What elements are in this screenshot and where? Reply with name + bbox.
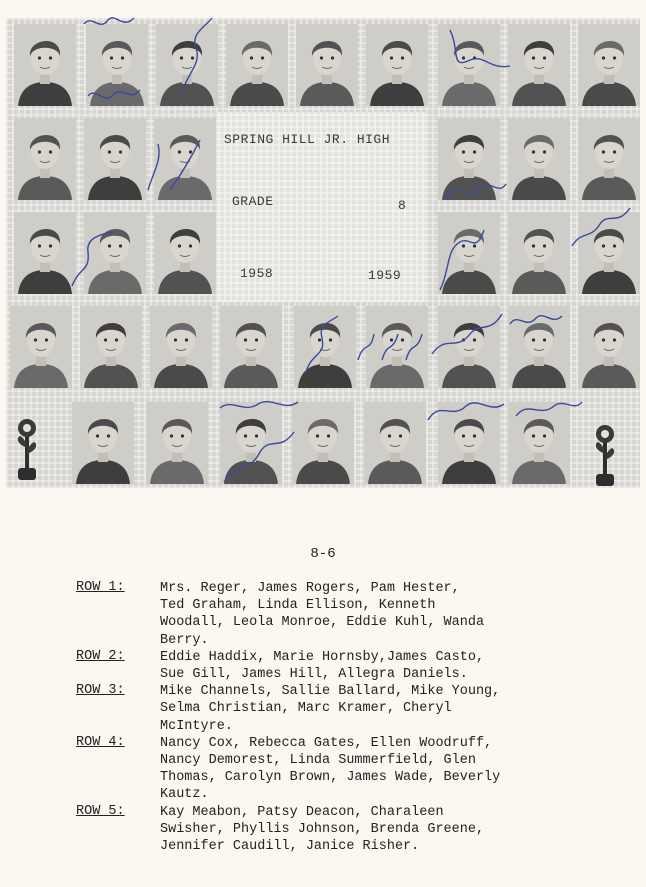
portrait [84, 118, 146, 200]
portrait [10, 306, 72, 388]
portrait [438, 118, 500, 200]
row-names: Nancy Cox, Rebecca Gates, Ellen Woodruff, Nancy Demorest, Linda Summerfield, Glen Thomas, Carolyn Brown, James Wade, Beverly Kautz. [160, 735, 501, 803]
portrait [438, 212, 500, 294]
row-entry [76, 580, 616, 649]
portrait [14, 212, 76, 294]
title-panel [218, 112, 426, 302]
flower-ornament-icon [12, 408, 42, 484]
row-names: Kay Meabon, Patsy Deacon, Charaleen Swisher, Phyllis Johnson, Brenda Greene, Jennifer Caudill, Janice Risher. [160, 804, 485, 855]
portrait [578, 24, 640, 106]
portrait [86, 24, 148, 106]
portrait [84, 212, 146, 294]
portrait [292, 402, 354, 484]
portrait [80, 306, 142, 388]
flower-ornament-icon [590, 414, 620, 488]
portrait [150, 306, 212, 388]
portrait [438, 24, 500, 106]
row-label: ROW 3: [76, 683, 125, 699]
grade-value: 8 [398, 198, 407, 213]
row-entry [76, 735, 616, 804]
row-entry [76, 649, 616, 683]
row-names: Eddie Haddix, Marie Hornsby,James Casto, Sue Gill, James Hill, Allegra Daniels. [160, 649, 485, 683]
portrait [226, 24, 288, 106]
portrait [508, 24, 570, 106]
grade-label: GRADE [232, 194, 274, 209]
portrait [366, 306, 428, 388]
row-label: ROW 2: [76, 648, 125, 664]
school-name: SPRING HILL JR. HIGH [224, 132, 391, 147]
portrait [364, 402, 426, 484]
portrait [578, 118, 640, 200]
portrait [508, 306, 570, 388]
portrait [508, 118, 570, 200]
portrait [154, 118, 216, 200]
portrait [508, 212, 570, 294]
portrait [438, 306, 500, 388]
portrait [438, 402, 500, 484]
class-caption: 8-6 [310, 546, 336, 562]
portrait [508, 402, 570, 484]
year-end: 1959 [368, 268, 402, 283]
portrait [294, 306, 356, 388]
portrait [14, 118, 76, 200]
portrait [220, 306, 282, 388]
portrait [154, 212, 216, 294]
row-entry [76, 683, 616, 735]
row-label: ROW 1: [76, 580, 125, 595]
portrait [156, 24, 218, 106]
portrait [72, 402, 134, 484]
portrait [366, 24, 428, 106]
row-names: Mike Channels, Sallie Ballard, Mike Young, Selma Christian, Marc Kramer, Cheryl McIntyre. [160, 684, 501, 734]
year-start: 1958 [240, 266, 274, 281]
row-name-list [76, 580, 616, 855]
row-label: ROW 5: [76, 803, 125, 819]
portrait [296, 24, 358, 106]
row-names: Mrs. Reger, James Rogers, Pam Hester, Ted Graham, Linda Ellison, Kenneth Woodall, Leola Monroe, Eddie Kuhl, Wanda Berry. [160, 581, 485, 648]
portrait [578, 212, 640, 294]
portrait [220, 402, 282, 484]
row-label: ROW 4: [76, 734, 125, 750]
portrait [578, 306, 640, 388]
portrait [14, 24, 76, 106]
row-entry [76, 804, 616, 856]
portrait [146, 402, 208, 484]
